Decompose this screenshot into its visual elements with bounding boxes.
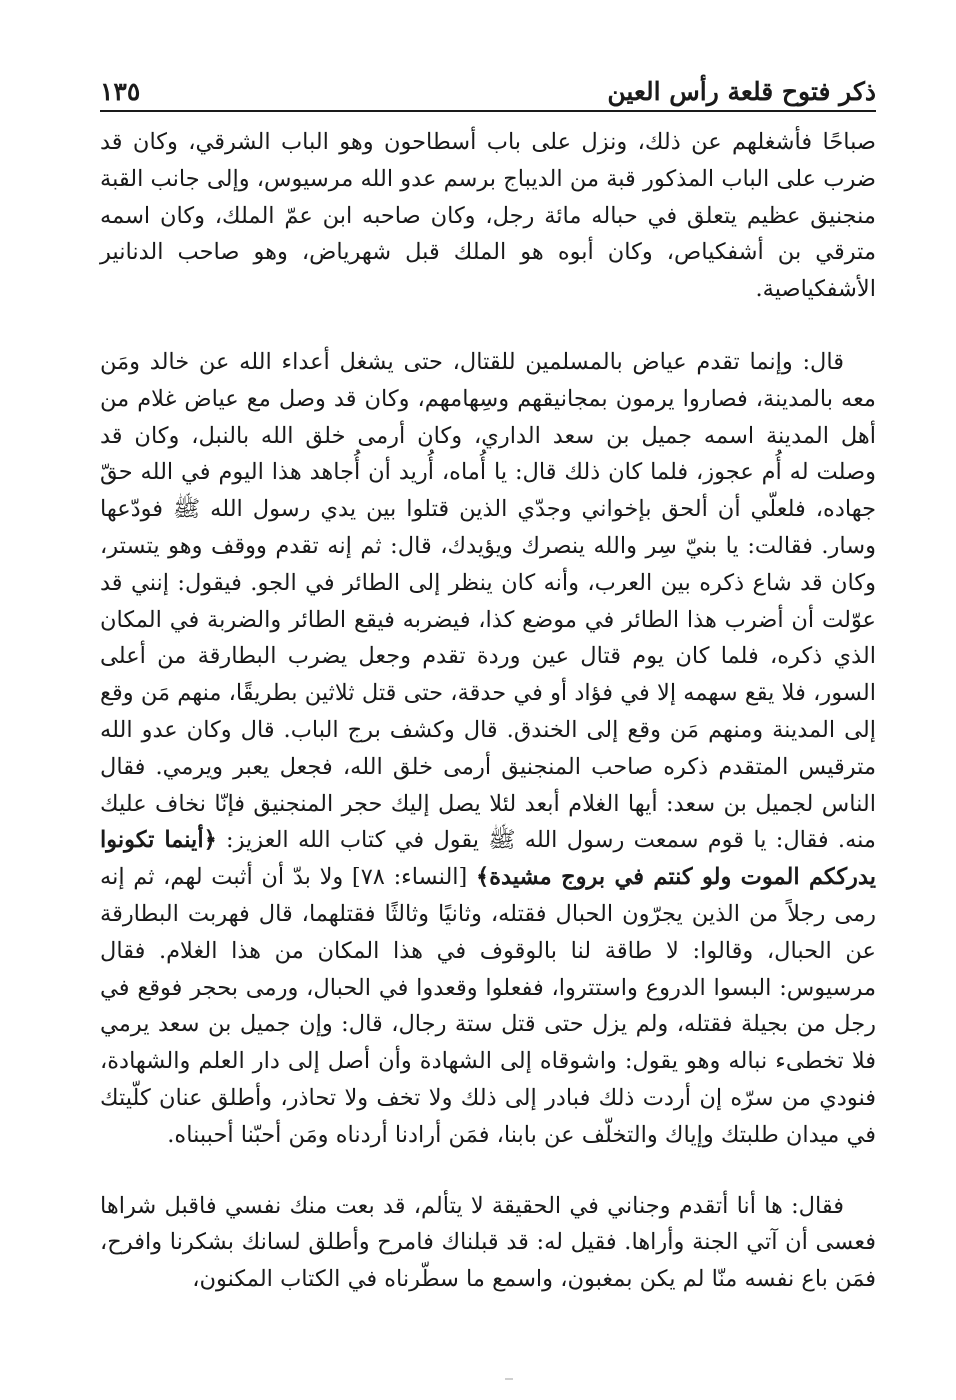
paragraph-1-text: صباحًا فأشغلهم عن ذلك، ونزل على باب أسطاحون وهو الباب الشرقي، وكان قد ضرب على الباب المذكور قبة من الديباج برسم عدو الله مرسيوس، وإلى جانب القبة منجنيق عظيم يتعلق في حباله مائة رجل، وكان صاحبه ابن عمّ الملك، وكان اسمه مترقي بن أشفكياص، وكان أبوه هو الملك قبل شهرياض، وهو صاحب الدنانير الأشفكياصية. (100, 129, 876, 303)
book-page (100, 60, 876, 1298)
paragraph-2-continuation: [النساء: ٧٨] ولا بدّ أن أثبت لهم، ثم إنه رمى رجلاً من الذين يجرّون الحبال فقتله، وثانيًا وثالثًا فقتلهما، قال فهربت البطارقة عن الحبال، وقالوا: لا طاقة لنا بالوقوف في هذا المكان من هذا الغلام. فقال مرسيوس: البسوا الدروع واستتروا، ففعلوا وقعدوا في الحبال، ورمى بحجر فوقع في رجل من بجيلة فقتله، ولم يزل حتى قتل ستة رجال، قال: وإن جميل بن سعد يرمي فلا تخطىء نباله وهو يقول: واشوقاه إلى الشهادة وأن أصل إلى دار العلم والشهادة، فنودي من سرّه إن أردت ذلك فبادر إلى ذلك ولا تخف ولا تحاذر، وأطلق عنان كلّيتك في ميدان طلبتك وإياك والتخلّف عن بابنا، فمَن أرادنا أردناه ومَن أحبّنا أحببناه. (100, 864, 876, 1148)
chapter-title: ذكر فتوح قلعة رأس العين (607, 77, 876, 106)
scan-mark (505, 1378, 513, 1380)
paragraph-1 (100, 124, 876, 308)
paragraph-2-text: قال: وإنما تقدم عياض بالمسلمين للقتال، حتى يشغل أعداء الله عن خالد ومَن معه بالمدينة، فصاروا يرمون بمجانيقهم وسِهامهم، وكان قد وصل مع عياض غلام من أهل المدينة اسمه جميل بن سعد الداري، وكان أرمى خلق الله بالنبل، وكان قد وصلت له أُم عجوز، فلما كان ذلك قال: يا أُماه، أُريد أن أُجاهد هذا اليوم في الله حقّ جهاده، فلعلّي أن ألحق بإخواني وجدّي الذين قتلوا بين يدي رسول الله ﷺ فودّعها وسار. فقالت: يا بنيّ سِر والله ينصرك ويؤيدك، قال: ثم إنه تقدم ووقف وهو يتستر، وكان قد شاع ذكره بين العرب، وأنه كان ينظر إلى الطائر في الجو. فيقول: إنني قد عوّلت أن أضرب هذا الطائر في موضع كذا، فيضربه فيقع الطائر والضربة في المكان الذي ذكره، فلما كان يوم قتال عين وردة تقدم وجعل يضرب البطارقة من أعلى السور، فلا يقع سهمه إلا في فؤاد أو في حدقة، حتى قتل ثلاثين بطريقًا، منهم مَن وقع إلى المدينة ومنهم مَن وقع إلى الخندق. قال وكشف برج الباب. قال وكان عدو الله مترقيس المتقدم ذكره صاحب المنجنيق أرمى خلق الله، فجعل يعبر ويرمي. فقال الناس لجميل بن سعد: أيها الغلام أبعد لئلا يصل إليك حجر المنجنيق فإنّا نخاف عليك منه. فقال: يا قوم سمعت رسول الله ﷺ يقول في كتاب الله العزيز: (100, 348, 876, 854)
paragraph-2 (100, 344, 876, 1154)
paragraph-3-text: فقال: ها أنا أتقدم وجناني في الحقيقة لا يتألم، قد بعت منك نفسي فاقبل شراها فعسى أن آتي الجنة وأراها. فقيل له: قد قبلناك فامرح وأطلق لسانك بشكرنا وافرح، فمَن باع نفسه منّا لم يكن بمغبون، واسمع ما سطّرناه في الكتاب المكنون، (100, 1192, 876, 1293)
paragraph-3 (100, 1188, 876, 1298)
running-header (100, 60, 876, 112)
body-text (100, 124, 876, 1298)
quran-verse: ﴿أينما تكونوا يدرككم الموت ولو كنتم في بروج مشيدة﴾ (100, 827, 876, 891)
page-number: ١٣٥ (100, 77, 141, 106)
